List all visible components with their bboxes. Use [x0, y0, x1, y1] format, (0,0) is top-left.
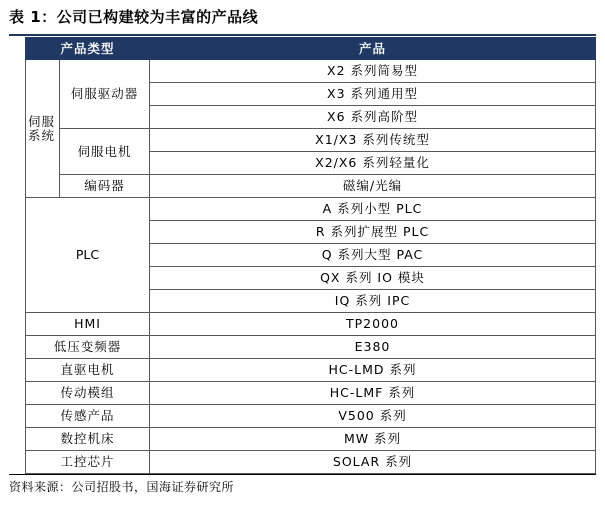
product-cell: HC-LMF 系列	[150, 382, 596, 405]
category-cell: 传感产品	[26, 405, 150, 428]
product-cell: 磁编/光编	[150, 175, 596, 198]
table-row	[26, 60, 596, 83]
source-note: 资料来源：公司招股书，国海证券研究所	[9, 480, 235, 494]
product-line-table	[25, 37, 596, 474]
plc-cell: PLC	[26, 198, 150, 313]
servo-driver-cell: 伺服驱动器	[60, 60, 150, 129]
servo-system-cell	[26, 60, 60, 198]
table-row	[26, 198, 596, 221]
category-cell: 数控机床	[26, 428, 150, 451]
table-row	[26, 451, 596, 474]
table-row	[26, 336, 596, 359]
product-cell: X2/X6 系列轻量化	[150, 152, 596, 175]
product-cell: SOLAR 系列	[150, 451, 596, 474]
product-cell: E380	[150, 336, 596, 359]
product-cell: A 系列小型 PLC	[150, 198, 596, 221]
product-cell: TP2000	[150, 313, 596, 336]
category-cell: 工控芯片	[26, 451, 150, 474]
product-cell: IQ 系列 IPC	[150, 290, 596, 313]
encoder-cell: 编码器	[60, 175, 150, 198]
product-cell: X2 系列简易型	[150, 60, 596, 83]
product-cell: X6 系列高阶型	[150, 106, 596, 129]
product-cell: R 系列扩展型 PLC	[150, 221, 596, 244]
table-row	[26, 175, 596, 198]
bottom-rule	[9, 474, 596, 475]
product-cell: HC-LMD 系列	[150, 359, 596, 382]
servo-system-label: 伺服 系统	[28, 113, 56, 143]
category-cell: 传动模组	[26, 382, 150, 405]
header-category: 产品类型	[26, 38, 150, 60]
servo-motor-cell: 伺服电机	[60, 129, 150, 175]
product-cell: MW 系列	[150, 428, 596, 451]
title-rule	[9, 34, 596, 36]
header-product: 产品	[150, 38, 596, 60]
table-header-row	[26, 38, 596, 60]
table-title: 表 1：公司已构建较为丰富的产品线	[9, 8, 259, 26]
table-row	[26, 313, 596, 336]
product-cell: QX 系列 IO 模块	[150, 267, 596, 290]
category-cell: HMI	[26, 313, 150, 336]
table-row	[26, 428, 596, 451]
category-cell: 直驱电机	[26, 359, 150, 382]
category-cell: 低压变频器	[26, 336, 150, 359]
product-cell: X1/X3 系列传统型	[150, 129, 596, 152]
product-cell: Q 系列大型 PAC	[150, 244, 596, 267]
product-cell: V500 系列	[150, 405, 596, 428]
table-row	[26, 405, 596, 428]
table-row	[26, 359, 596, 382]
table-row	[26, 382, 596, 405]
product-cell: X3 系列通用型	[150, 83, 596, 106]
table-row	[26, 129, 596, 152]
